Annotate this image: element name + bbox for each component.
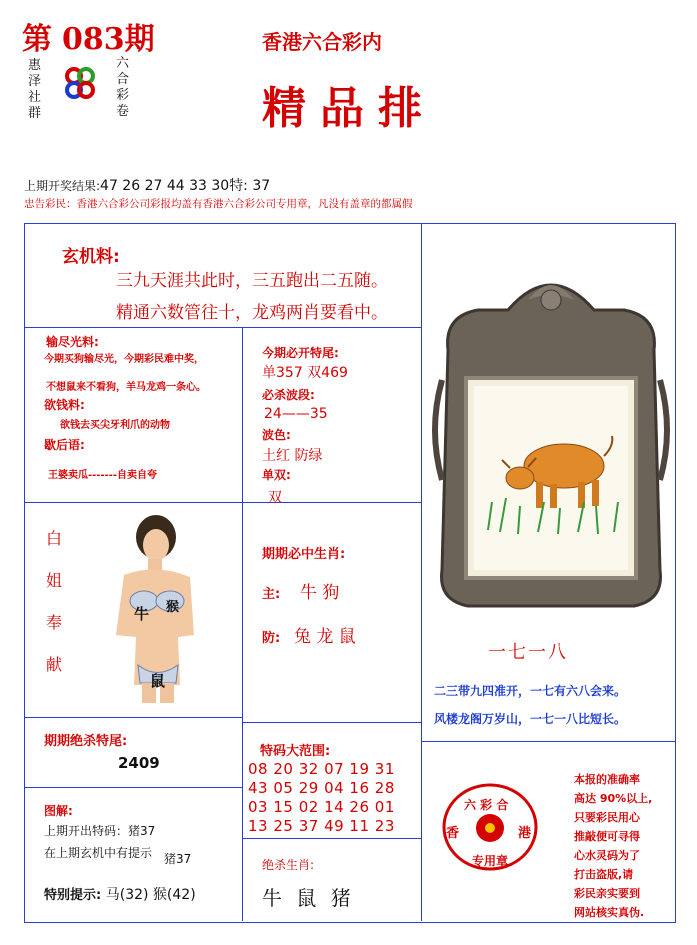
- lose-line2: 不想鼠来不看狗，羊马龙鸡一条心。: [46, 382, 206, 393]
- mystery-label: 玄机料:: [62, 247, 120, 267]
- mystery-line1: 三九天涯共此时，三五跑出二五随。: [116, 271, 388, 291]
- seal-bottom: 专用章: [472, 854, 509, 868]
- divider-h-6: [242, 838, 422, 839]
- seal-top: 六 彩 合: [464, 798, 509, 812]
- diagram-line-1: 上期开出特码：猪37: [44, 824, 156, 838]
- issue-prefix: 第: [22, 22, 52, 57]
- girl-tag-1: 牛: [134, 605, 150, 623]
- divider-h-1: [24, 327, 422, 328]
- range-table: [248, 760, 395, 836]
- notice-text: [574, 770, 652, 922]
- zodiac-guard-value: 兔 龙 鼠: [294, 627, 356, 647]
- last-results: [24, 175, 270, 195]
- divider-h-2: [24, 502, 422, 503]
- seal-right: 港: [518, 826, 532, 841]
- zodiac-label: 期期必中生肖:: [262, 547, 346, 562]
- girl-caption: 白姐奉献: [46, 529, 63, 674]
- absolute-kill-label: 绝杀生肖:: [262, 858, 315, 872]
- diagram-line-3: 猪37: [164, 852, 192, 866]
- results-special: 37: [252, 178, 271, 194]
- main-title: 香港六合彩内: [262, 30, 382, 54]
- desire-text: 欲钱去买尖牙利爪的动物: [60, 420, 170, 431]
- ornate-frame-picture: [428, 270, 674, 616]
- big-title: 精品排: [262, 83, 436, 134]
- hint-label: 特别提示:: [44, 888, 102, 903]
- mystery-line2: 精通六数管往十，龙鸡两肖要看中。: [116, 303, 388, 323]
- saying-text: 王婆卖瓜-------自卖自夸: [48, 470, 158, 481]
- wave-label: 必杀波段:: [262, 388, 315, 402]
- oddeven-value: 双: [268, 490, 282, 506]
- divider-h-5: [24, 787, 242, 788]
- girl-tag-2: 猴: [166, 600, 180, 615]
- notice-line: 彩民亲实要到: [574, 887, 640, 900]
- desire-label: 欲钱料:: [44, 398, 85, 412]
- notice-line: 推敲便可寻得: [574, 830, 640, 843]
- tail-value: 单357 双469: [262, 365, 348, 381]
- lose-line1: 今期买狗输尽光，今期彩民难中奖，: [44, 354, 204, 365]
- notice-line: 打击盗版,请: [574, 868, 634, 881]
- notice-line: 高达 90%以上,: [574, 792, 653, 805]
- range-row: 43 05 29 04 16 28: [248, 779, 395, 797]
- divider-h-3: [24, 717, 242, 718]
- notice-line: 心水灵码为了: [574, 849, 640, 862]
- range-row: 03 15 02 14 26 01: [248, 798, 395, 816]
- diagram-line-2: 在上期玄机中有提示: [44, 846, 153, 860]
- results-numbers: 47 26 27 44 33 30: [100, 178, 230, 194]
- issue-header: [22, 14, 155, 58]
- divider-v-mid: [242, 327, 243, 921]
- divider-h-4: [242, 722, 422, 723]
- brand-left: 惠泽社群: [28, 58, 42, 121]
- results-label: 上期开奖结果:: [24, 179, 101, 193]
- wave-value: 24——35: [264, 406, 328, 422]
- tail-label: 今期必开特尾:: [262, 346, 339, 360]
- zodiac-main-value: 牛 狗: [300, 583, 340, 603]
- girl-tag-3: 鼠: [150, 672, 166, 690]
- results-special-label: 特:: [229, 178, 248, 194]
- oddeven-label: 单双:: [262, 468, 291, 482]
- frame-poem-2: 风楼龙阁万岁山，一七一八比短长。: [434, 712, 627, 726]
- saying-label: 歇后语:: [44, 438, 85, 452]
- lose-label: 输尽光料:: [46, 335, 99, 349]
- kill-label: 期期绝杀特尾:: [44, 734, 128, 749]
- divider-h-7: [421, 741, 675, 742]
- frame-code: 一七一八: [488, 642, 568, 663]
- frame-poem-1: 二三带九四准开，一七有六八会来。: [434, 684, 627, 698]
- diagram-label: 图解:: [44, 804, 73, 818]
- notice-line: 本报的准确率: [574, 773, 640, 786]
- kill-value: 2409: [118, 754, 160, 772]
- color-value: 土红 防绿: [262, 448, 323, 464]
- zodiac-main-label: 主:: [262, 587, 281, 602]
- issue-suffix: 期: [124, 22, 155, 57]
- range-row: 13 25 37 49 11 23: [248, 817, 395, 835]
- absolute-kill-value: 牛 鼠 猪: [262, 886, 355, 910]
- issue-number: 083: [62, 22, 125, 57]
- brand-right: 六合彩卷: [116, 56, 130, 119]
- range-row: 08 20 32 07 19 31: [248, 760, 395, 778]
- notice-line: 只要彩民用心: [574, 811, 640, 824]
- warning-text: 忠告彩民：香港六合彩公司彩报均盖有香港六合彩公司专用章，凡没有盖章的都属假: [24, 198, 413, 210]
- hint-value: 马(32) 猴(42): [105, 887, 196, 903]
- zodiac-guard-label: 防:: [262, 631, 281, 646]
- special-hint: [44, 884, 196, 904]
- seal-left: 香: [446, 826, 460, 841]
- lottery-logo-icon: [60, 64, 100, 104]
- range-label: 特码大范围:: [260, 744, 331, 759]
- color-label: 波色:: [262, 428, 291, 442]
- notice-line: 网站核实真伪.: [574, 906, 645, 919]
